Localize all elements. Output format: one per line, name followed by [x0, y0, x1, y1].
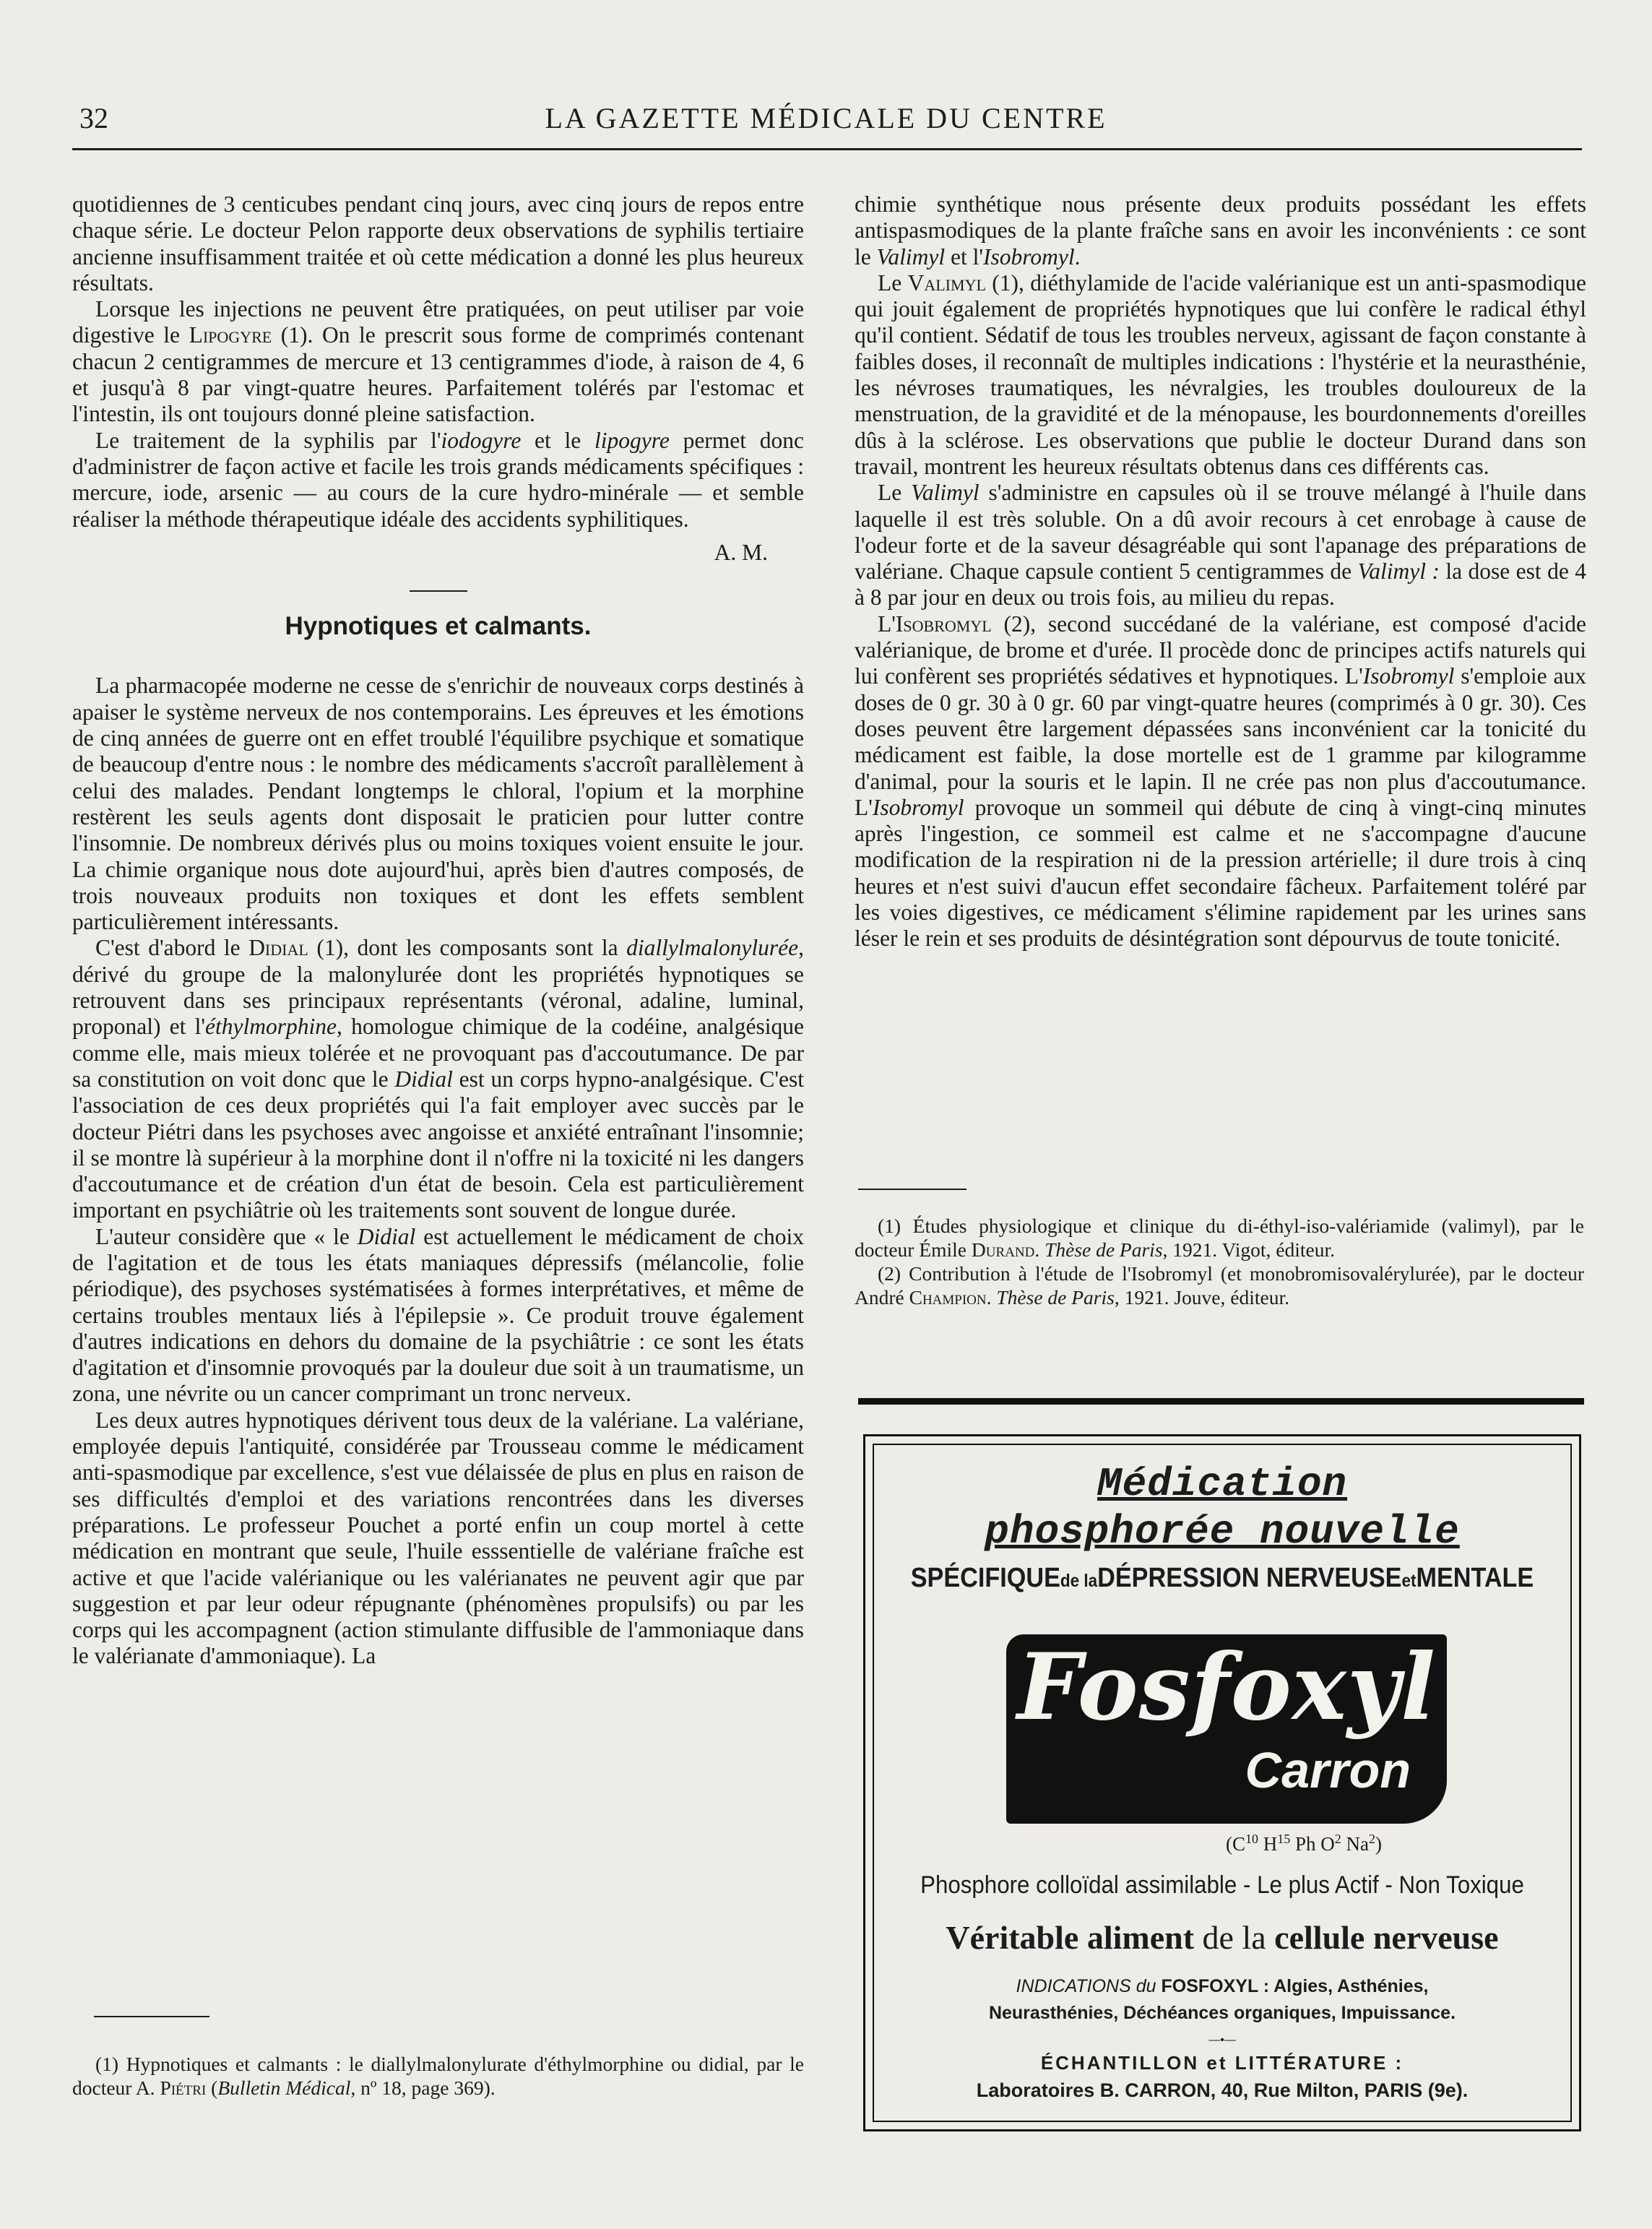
- running-head: LA GAZETTE MÉDICALE DU CENTRE: [545, 102, 1107, 134]
- paragraph: Les deux autres hypnotiques dérivent tous deux de la valériane. La valériane, employée depuis l'antiquité, considérée par Trousseau comme le médicament anti-spasmodique par excellence, s'est vue délaissée de plus en plus en raison de ses difficultés d'emploi et des variations rencontrées dans les diverses préparations. Le professeur Pouchet a porté enfin un coup mortel à cette médication en montrant que seule, l'huile esssentielle de valériane fraîche est active et que l'acide valérianique ou les valérianates ne peuvent agir que par suggestion et par leur odeur répugnante (phénomènes propulsifs) ou par les corps qui les accompagnent (action stimulante diffusible de l'ammoniaque dans le valérianate d'ammoniaque). La: [72, 1407, 804, 1669]
- ad-heading-line2: phosphorée nouvelle: [985, 1509, 1460, 1555]
- footnote-rule: [94, 2016, 209, 2017]
- paragraph: Le Valimyl s'administre en capsules où il se trouve mélangé à l'huile dans laquelle il est très soluble. On a dû avoir recours à cet enrobage à cause de l'odeur forte et de la saveur désagréable qui sont l'apanage des préparations de valériane. Chaque capsule contient 5 centigrammes de Valimyl : la dose est de 4 à 8 par jour en deux ou trois fois, au milieu du repas.: [855, 480, 1586, 611]
- ad-slogan: Véritable aliment de la cellule nerveuse: [946, 1919, 1499, 1956]
- paragraph: L'Isobromyl (2), second succédané de la valériane, est composé d'acide valérianique, de brome et d'urée. Il procède donc de principes actifs naturels qui lui confèrent ses propriétés sédatives et hypnotiques. L'Isobromyl s'emploie aux doses de 0 gr. 30 à 0 gr. 60 par vingt-quatre heures (comprimés à 0 gr. 30). Ces doses peuvent être largement dépassées sans inconvénient car la tonicité du médicament est faible, la dose mortelle est de 1 gramme par kilogramme d'animal, pour la souris et le lapin. Il ne crée pas non plus d'accoutumance. L'Isobromyl provoque un sommeil qui débute de cinq à vingt-cinq minutes après l'ingestion, ce sommeil est calme et ne s'accompagne d'aucune modification de la respiration ni de la pression artérielle; il dure trois à cinq heures et n'est suivi d'aucun effet secondaire fâcheux. Parfaitement toléré par les voies digestives, ce médicament s'élimine rapidement par les urines sans léser le rein et ses produits de désintégration sont dépourvus de toute tonicité.: [855, 611, 1586, 952]
- paragraph: Le traitement de la syphilis par l'iodogyre et le lipogyre permet donc d'administrer de façon active et facile les trois grands médicaments spécifiques : mercure, iode, arsenic — au cours de la cure hydro-minérale — et semble réaliser la méthode thérapeutique idéale des accidents syphilitiques.: [72, 427, 804, 532]
- page-number: 32: [79, 102, 108, 134]
- footnote: (1) Études physiologique et clinique du di-éthyl-iso-valériamide (valimyl), par le docteur Émile Durand. Thèse de Paris, 1921. Vigot, éditeur.: [855, 1215, 1584, 1261]
- section-divider: [410, 590, 467, 592]
- paragraph: La pharmacopée moderne ne cesse de s'enrichir de nouveaux corps destinés à apaiser le système nerveux de nos contemporains. Les épreuves et les émotions de cinq années de guerre ont en effet troublé l'équilibre psychique et somatique de beaucoup d'entre nous : le nombre des médicaments s'accroît parallèlement à celui des malades. Pendant longtemps le chloral, l'opium et la morphine restèrent les seuls agents dont disposait le praticien pour lutter contre l'insomnie. De nombreux dérivés plus ou moins toxiques voient ensuite le jour. La chimie organique nous dote aujourd'hui, après bien d'autres composés, de trois nouveaux produits non toxiques et dont les effets semblent particulièrement intéressants.: [72, 673, 804, 935]
- paragraph: Lorsque les injections ne peuvent être pratiquées, on peut utiliser par voie digestive le Lipogyre (1). On le prescrit sous forme de comprimés contenant chacun 2 centigrammes de mercure et 13 centigrammes d'iode, à raison de 4, 6 et jusqu'à 8 par vingt-quatre heures. Parfaitement tolérés par l'estomac et l'intestin, ils ont toujours donné pleine satisfaction.: [72, 296, 804, 427]
- paragraph: chimie synthétique nous présente deux produits possédant les effets antispasmodiques de la plante fraîche sans en avoir les inconvénients : ce sont le Valimyl et l'Isobromyl.: [855, 191, 1586, 270]
- chemical-formula: ($C^{10}$ $H^{15}$ Ph $O^2$ Na$^2$): [1226, 1832, 1382, 1855]
- brand-logo-text: Fosfoxyl: [1017, 1634, 1436, 1741]
- section-title: Hypnotiques et calmants.: [285, 612, 592, 641]
- left-column: [72, 191, 804, 1670]
- brand-maker: Carron: [1245, 1742, 1411, 1798]
- right-column: [855, 191, 1586, 952]
- ad-sample-line: ÉCHANTILLON et LITTÉRATURE :: [1040, 2052, 1404, 2074]
- advertisement-top-rule: [858, 1398, 1584, 1405]
- ad-heading-line1: Médication: [1097, 1461, 1348, 1507]
- paragraph: Le Valimyl (1), diéthylamide de l'acide valérianique est un anti-spasmodique qui jouit également de propriétés hypnotiques que lui confère le radical éthyl qu'il contient. Sédatif de tous les troubles nerveux, agissant de façon constante à faibles doses, il reconnaît de multiples indications : l'hystérie et la neurasthénie, les névroses traumatiques, les névralgies, les troubles douloureux de la menstruation, de la gravidité et de la ménopause, les bourdonnements d'oreilles dûs à la sclérose. Les observations que publie le docteur Durand dans son travail, montrent les heureux résultats obtenus dans ces différents cas.: [855, 270, 1586, 479]
- ad-indications-continued: Neurasthénies, Déchéances organiques, Impuissance.: [988, 2003, 1456, 2023]
- footnote: (2) Contribution à l'étude de l'Isobromyl (et monobromisovalérylurée), par le docteur André Champion. Thèse de Paris, 1921. Jouve, éditeur.: [855, 1262, 1584, 1308]
- footnote-rule: [858, 1189, 966, 1190]
- header-rule: [72, 148, 1582, 150]
- ad-address: Laboratoires B. CARRON, 40, Rue Milton, PARIS (9e).: [976, 2079, 1469, 2101]
- footnote: (1) Hypnotiques et calmants : le diallylmalonylurate d'éthylmorphine ou didial, par le docteur A. Piétri (Bulletin Médical, nº 18, page 369).: [72, 2053, 804, 2099]
- ad-tagline: Phosphore colloïdal assimilable - Le plus Actif - Non Toxique: [920, 1871, 1524, 1899]
- right-footnotes: [855, 1214, 1584, 1309]
- ad-specific-line: SPÉCIFIQUEde laDÉPRESSION NERVEUSEetMENTALE: [910, 1563, 1534, 1593]
- paragraph: L'auteur considère que « le Didial est actuellement le médicament de choix de l'agitation et de tous les états maniaques dépressifs (mélancolie, folie périodique), des psychoses systématisées à formes interprétatives, et même de certains troubles mentaux liés à l'épilepsie ». Ce produit trouve également d'autres indications en dehors du domaine de la psychiâtrie : ce sont les états d'agitation et d'insomnie provoqués par la douleur due soit à un traumatisme, un zona, une névrite ou un cancer comprimant un tronc nerveux.: [72, 1223, 805, 1407]
- ad-ornament: —•—: [1208, 2034, 1236, 2046]
- paragraph: quotidiennes de 3 centicubes pendant cinq jours, avec cinq jours de repos entre chaque série. Le docteur Pelon rapporte deux observations de syphilis tertiaire ancienne insuffisamment traitée et où cette médication a donné les plus heureux résultats.: [72, 191, 804, 296]
- paragraph: C'est d'abord le Didial (1), dont les composants sont la diallylmalonylurée, dérivé du groupe de la malonylurée dont les propriétés hypnotiques se retrouvent dans ses principaux représentants (véronal, adaline, luminal, proponal) et l'éthylmorphine, homologue chimique de la codéine, analgésique comme elle, mais mieux tolérée et ne provoquant pas d'accoutumance. De par sa constitution on voit donc que le Didial est un corps hypno-analgésique. C'est l'association de ces deux propriétés qui l'a fait employer avec succès par le docteur Piétri dans les psychoses avec angoisse et anxiété entraînant l'insomnie; il se montre là supérieur à la morphine dont il n'offre ni la toxicité ni les dangers d'accoutumance et de création d'un état de besoin. Cela est particulièrement important en psychiâtrie où les traitements sont souvent de longue durée.: [72, 935, 804, 1223]
- ad-indications: INDICATIONS du FOSFOXYL : Algies, Asthénies,: [1016, 1976, 1429, 1996]
- left-footnotes: [72, 2052, 804, 2100]
- author-signature: A. M.: [714, 539, 768, 565]
